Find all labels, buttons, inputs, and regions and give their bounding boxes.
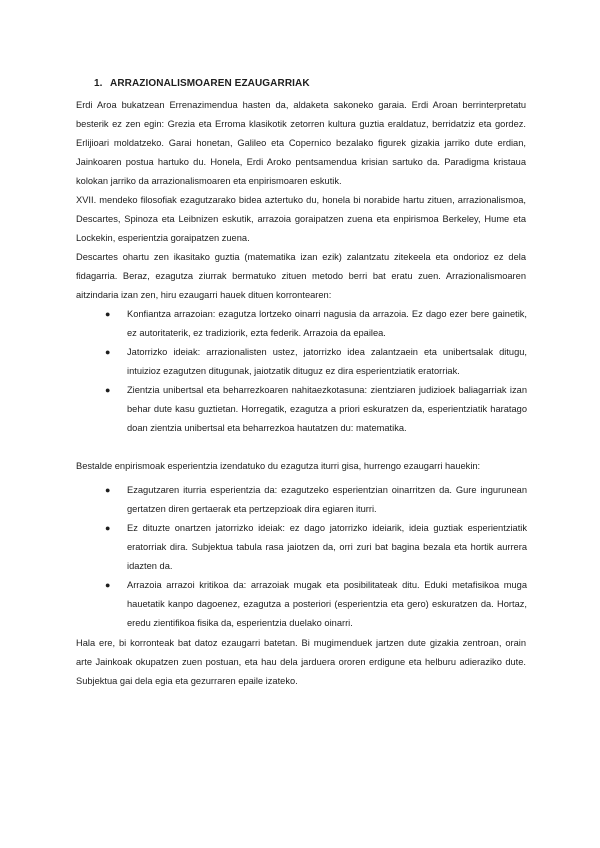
list-item-text: Ezagutzaren iturria esperientzia da: ezagutzeko esperientzian oinarritzen da. Gure ingurunean gertatzen diren gertaerak eta pertzepzioak dira egiaren iturri. bbox=[127, 485, 527, 514]
section-number: 1. bbox=[94, 78, 103, 89]
bullet-icon: ● bbox=[105, 580, 111, 590]
list-item-text: Zientzia unibertsal eta beharrezkoaren nahitaezkotasuna: zientziaren judizioek baliagarriak izan behar dute kasu guztietan. Horregatik, ezagutza a priori eskuratzen da, esperientziatik haratago doan zientzia unibertsal eta beharrezkoa hautatzen du: matematika. bbox=[127, 385, 527, 433]
descartes-paragraph: Descartes ohartu zen ikasitako guztia (matematika izan ezik) zalantzatu zitekeela eta ondorioz ez dela fidagarria. Beraz, ezagutza ziurrak bermatuko zituen metodo berri bat eratu zuen. Arrazionalismoaren aitzindaria izan zen, hiru ezaugarri hauek dituen korrontearen: bbox=[76, 252, 526, 300]
intro-paragraph: Erdi Aroa bukatzean Errenazimendua hasten da, aldaketa sakoneko garaia. Erdi Aroan berrinterpretatu besterik ez zen egin: Grezia eta Erroma klasikotik zetorren kultura guztia eraldatuz, berridatziz eta gordez. Erlijioari moldatzeko. Garai honetan, Galileo eta Copernico bezalako figurek gizakia jarriko dute erdian, Jainkoaren postua hartuko du. Honela, Erdi Aroko pentsamendua krisian sartuko da. Paradigma kristaua kolokan jarriko da arrazionalismoaren eta enpirismoaren eskutik. bbox=[76, 100, 526, 186]
bullet-icon: ● bbox=[105, 309, 111, 319]
bullet-icon: ● bbox=[105, 385, 111, 395]
list-item-text: Arrazoia arrazoi kritikoa da: arrazoiak mugak eta posibilitateak ditu. Eduki metafisikoa muga hauetatik kanpo dagoenez, ezagutza a posteriori (esperientzia eta gero) eskuratzen da. Hortaz, eredu zientifikoa fisika da, esperientzia duelako oinarri. bbox=[127, 580, 527, 628]
list-item-text: Ez dituzte onartzen jatorrizko ideiak: ez dago jatorrizko ideiarik, ideia guztiak esperientziatik eratorriak dira. Subjektua tabula rasa jaiotzen da, orri zuri bat bagina bezala eta hortik aurrera idazten da. bbox=[127, 523, 527, 571]
xvii-century-paragraph: XVII. mendeko filosofiak ezagutzarako bidea aztertuko du, honela bi norabide hartu zituen, arrazionalismoa, Descartes, Spinoza eta Leibnizen eskutik, arrazoia goraipatzen zuena eta enpirismoa Berkeley, Hume eta Lockekin, esperientzia goraipatzen zuena. bbox=[76, 195, 526, 243]
bullet-icon: ● bbox=[105, 523, 111, 533]
bullet-icon: ● bbox=[105, 485, 111, 495]
list-item bbox=[0, 381, 600, 457]
list-item bbox=[0, 343, 600, 381]
list-item bbox=[0, 305, 600, 343]
conclusion-paragraph: Hala ere, bi korronteak bat datoz ezaugarri batetan. Bi mugimenduek jartzen dute gizakia zentroan, orain arte Jainkoak okupatzen zuen postuan, eta hau dela jarduera ororen erdigune eta helburu adieraziko dute. Subjektua gai dela egia eta gezurraren epaile izateko. bbox=[76, 638, 526, 686]
section-title: ARRAZIONALISMOAREN EZAUGARRIAK bbox=[110, 78, 310, 89]
list-item-text: Jatorrizko ideiak: arrazionalisten ustez, jatorrizko idea zalantzaein eta unibertsalak ditugu, intuizioz ezagutzen ditugunak, jaiotzatik dituguz ez dira esperientziatik eratorriak. bbox=[127, 347, 527, 376]
list-item bbox=[0, 519, 600, 576]
list-item bbox=[0, 576, 600, 633]
list-item bbox=[0, 481, 600, 519]
list-item-text: Konfiantza arrazoian: ezagutza lortzeko oinarri nagusia da arrazoia. Ez dago ezer bere gainetik, ez autoritaterik, ez tradiziorik, ezta federik. Arrazoia da epailea. bbox=[127, 309, 527, 338]
section-heading bbox=[94, 74, 310, 93]
empiricism-intro-paragraph: Bestalde enpirismoak esperientzia izendatuko du ezagutza iturri gisa, hurrengo ezaugarri hauekin: bbox=[76, 461, 481, 471]
bullet-icon: ● bbox=[105, 347, 111, 357]
empiricism-features-list bbox=[0, 481, 600, 633]
rationalism-features-list bbox=[0, 305, 600, 457]
